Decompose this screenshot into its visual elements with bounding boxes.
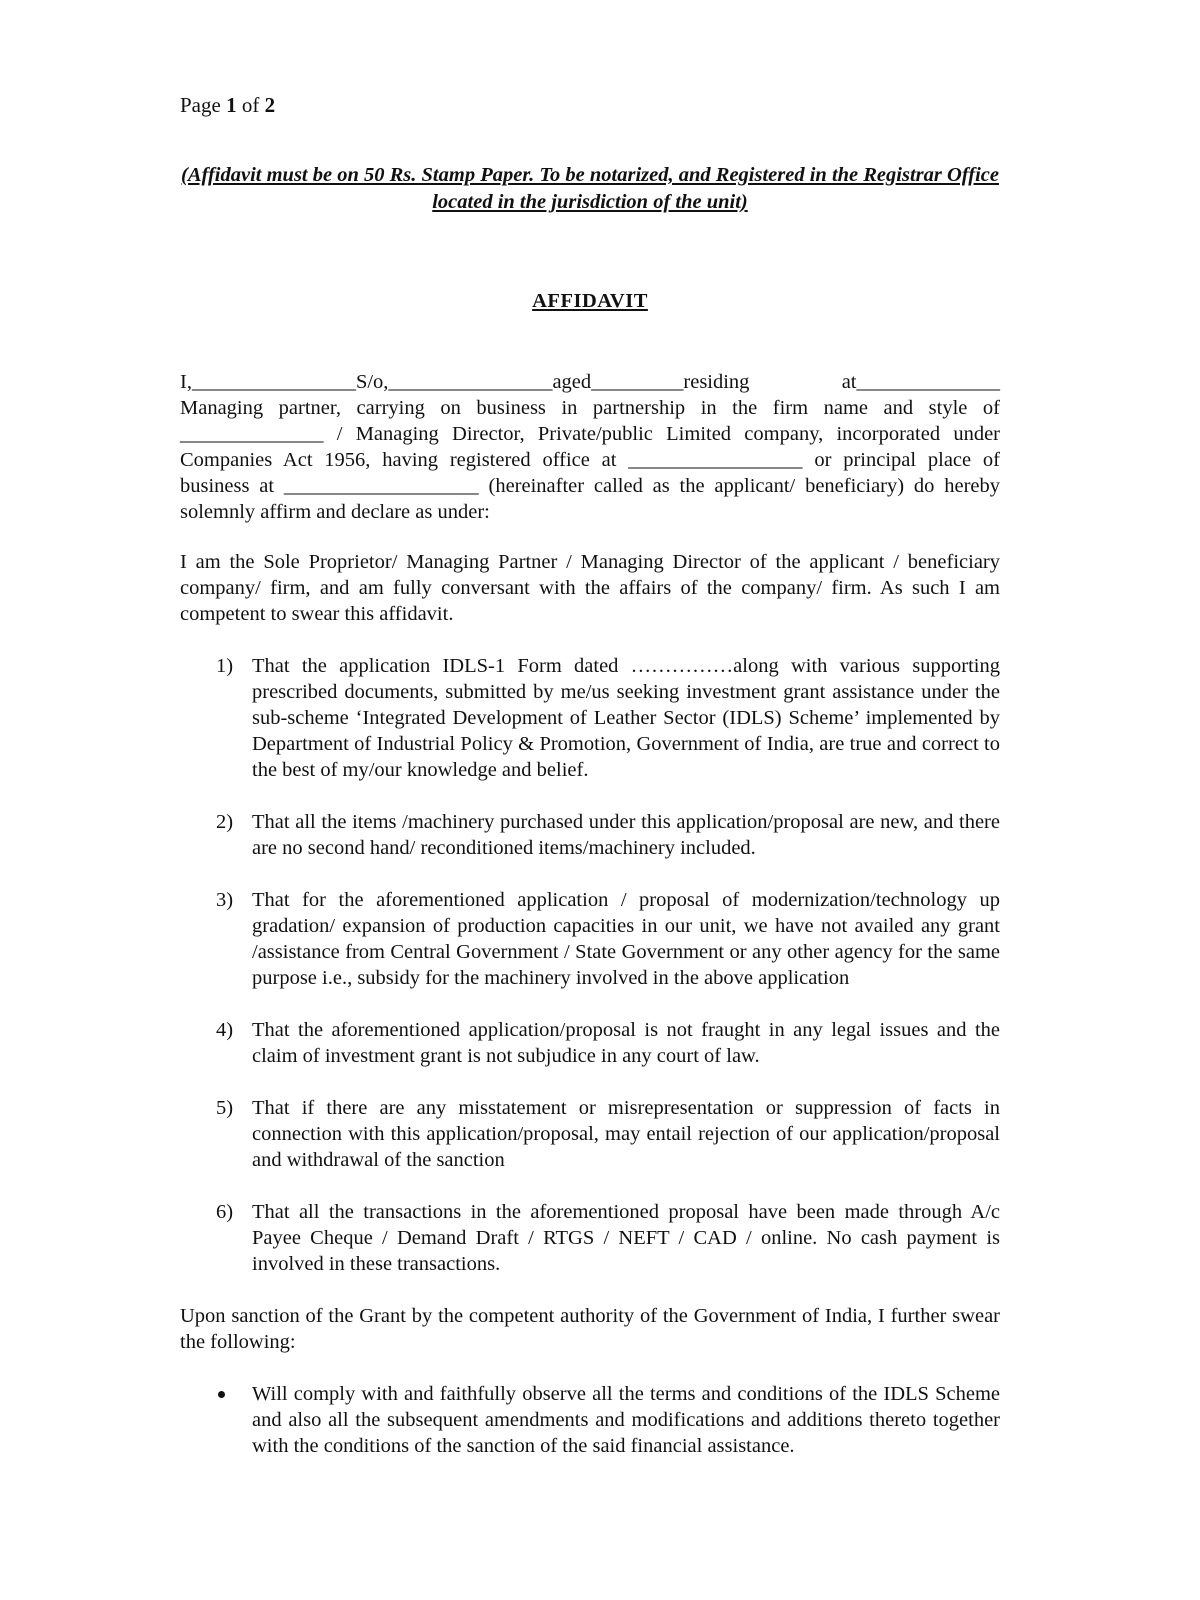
declarant-text: / Managing Director, Private/public Limited company, incorporated under Companies Act 1956, having registered office at <box>180 423 1000 471</box>
undertaking-item <box>216 1381 1000 1459</box>
affirmation-clauses <box>180 653 1000 1277</box>
clause-item <box>216 809 1000 861</box>
father-name-blank: ________________ <box>388 371 553 393</box>
clause-item <box>216 653 1000 783</box>
clause-number: 1) <box>216 655 234 677</box>
page-prefix: Page <box>180 93 227 117</box>
declarant-text: S/o, <box>355 371 389 393</box>
declarant-text: I, <box>180 371 192 393</box>
undertaking-list <box>180 1381 1000 1459</box>
page-current: 1 <box>226 93 237 117</box>
clause-number: 6) <box>216 1201 234 1223</box>
age-blank: _________ <box>591 371 684 393</box>
bullet-icon <box>218 1391 225 1398</box>
sanction-intro-paragraph: Upon sanction of the Grant by the competent authority of the Government of India, I further swear the following: <box>180 1305 1000 1353</box>
clause-item <box>216 1017 1000 1069</box>
declarant-paragraph <box>180 369 1000 525</box>
clause-item <box>216 1095 1000 1173</box>
declarant-text: residing at <box>683 371 857 393</box>
clause-text: That all the transactions in the aforementioned proposal have been made through A/c Payee Cheque / Demand Draft / RTGS / NEFT / CAD / online. No cash payment is involved in these transactions. <box>252 1201 1000 1275</box>
declarant-text: or principal place of business at <box>180 449 1000 497</box>
clause-number: 2) <box>216 811 234 833</box>
registered-office-blank: _________________ <box>628 449 803 471</box>
clause-item <box>216 887 1000 991</box>
firm-name-blank: ______________ <box>180 423 324 445</box>
page-total: 2 <box>264 93 276 117</box>
clause-text: That all the items /machinery purchased under this application/proposal are new, and there are no second hand/ reconditioned items/machinery included. <box>252 811 1000 859</box>
clause-text: That the aforementioned application/proposal is not fraught in any legal issues and the claim of investment grant is not subjudice in any court of law. <box>252 1019 1000 1067</box>
residence-blank: ______________ <box>856 371 1000 393</box>
clause-number: 5) <box>216 1097 234 1119</box>
name-blank: ________________ <box>191 371 356 393</box>
place-of-business-blank: ___________________ <box>283 475 479 497</box>
document-title: AFFIDAVIT <box>532 290 648 312</box>
clause-number: 4) <box>216 1019 234 1041</box>
page-sep: of <box>236 93 265 117</box>
competence-paragraph: I am the Sole Proprietor/ Managing Partner / Managing Director of the applicant / beneficiary company/ firm, and am fully conversant with the affairs of the company/ firm. As such I am competent to swear this affidavit. <box>180 551 1000 625</box>
declarant-text: aged <box>552 371 592 393</box>
declarant-text: Managing partner, carrying on business in partnership in the firm name and style of <box>180 397 1000 419</box>
page-indicator <box>180 92 1000 118</box>
undertaking-text: Will comply with and faithfully observe all the terms and conditions of the IDLS Scheme and also all the subsequent amendments and modifications and additions thereto together with the conditions of the sanction of the said financial assistance. <box>252 1383 1000 1457</box>
stamp-paper-notice: (Affidavit must be on 50 Rs. Stamp Paper. To be notarized, and Registered in the Registrar Office located in the jurisdiction of the unit) <box>181 164 999 213</box>
clause-number: 3) <box>216 889 234 911</box>
clause-item <box>216 1199 1000 1277</box>
clause-text: That the application IDLS-1 Form dated ……………along with various supporting prescribed documents, submitted by me/us seeking investment grant assistance under the sub-scheme ‘Integrated Development of Leather Sector (IDLS) Scheme’ implemented by Department of Industrial Policy & Promotion, Government of India, are true and correct to the best of my/our knowledge and belief. <box>252 655 1000 781</box>
clause-text: That for the aforementioned application / proposal of modernization/technology up gradation/ expansion of production capacities in our unit, we have not availed any grant /assistance from Central Government / State Government or any other agency for the same purpose i.e., subsidy for the machinery involved in the above application <box>252 889 1000 989</box>
clause-text: That if there are any misstatement or misrepresentation or suppression of facts in connection with this application/proposal, may entail rejection of our application/proposal and withdrawal of the sanction <box>252 1097 1000 1171</box>
declarant-text: (hereinafter called as the applicant/ beneficiary) do hereby solemnly affirm and declare as under: <box>180 475 1000 523</box>
